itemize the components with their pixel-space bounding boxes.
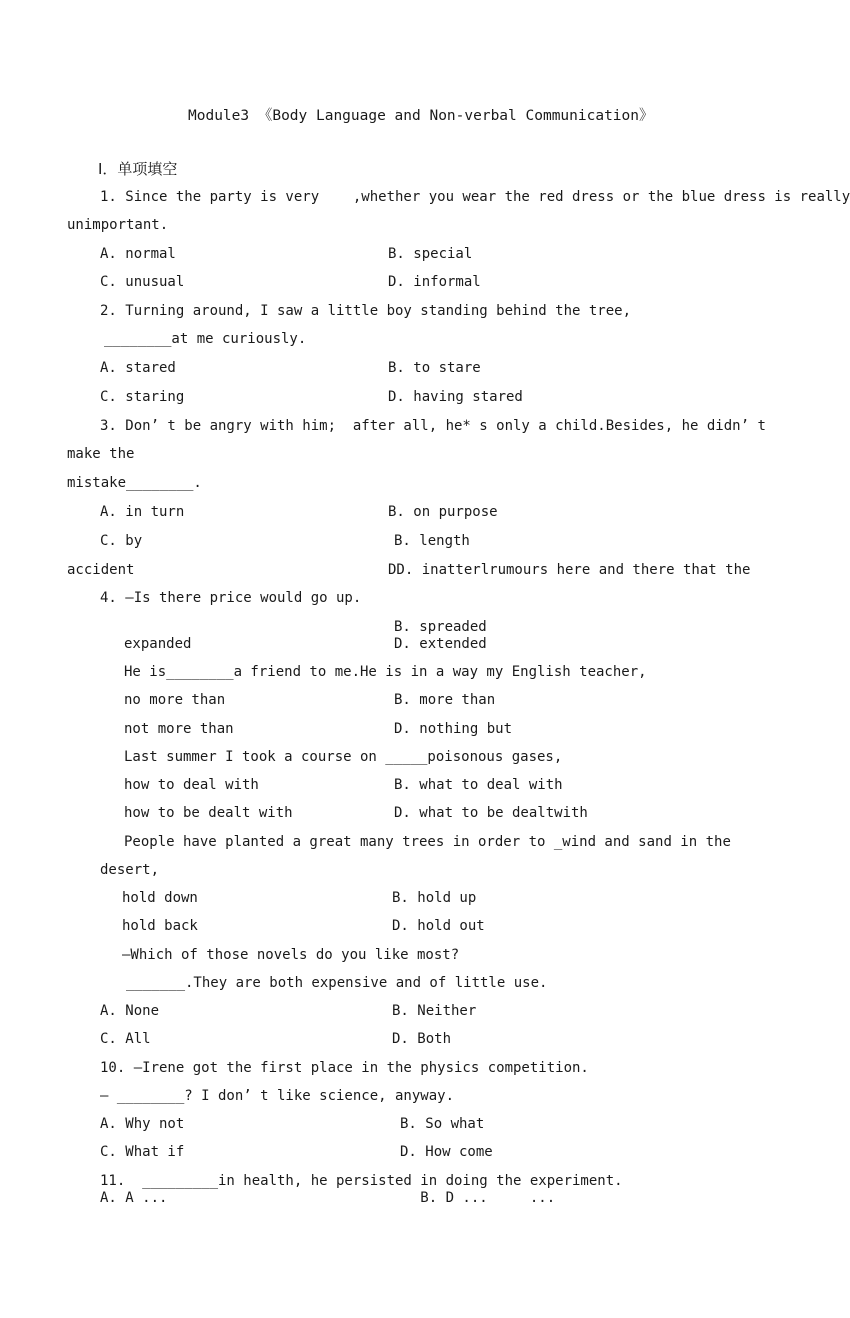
question-10-option-a: A. Why not (100, 1116, 185, 1132)
question-6-line-1: Last summer I took a course on _____poisonous gases, (124, 749, 563, 765)
section-heading: Ⅰ．单项填空 (98, 160, 178, 178)
question-4-option-b: B. spreaded (394, 619, 487, 635)
question-3-option-b-length: B. length (394, 533, 470, 549)
question-5-line-1: He is________a friend to me.He is in a way my English teacher, (124, 664, 647, 680)
question-1-option-d: D. informal (388, 274, 481, 290)
question-4-option-d: D. extended (394, 636, 487, 652)
question-4-line-1: 4. —Is there price would go up. (100, 590, 362, 606)
question-11-line-1: 11. _________in health, he persisted in doing the experiment. (100, 1173, 623, 1189)
question-10-option-d: D. How come (400, 1144, 493, 1160)
question-3-line-3: mistake________. (67, 475, 202, 491)
question-2-option-d: D. having stared (388, 389, 523, 405)
question-10-line-2: — ________? I don’ t like science, anyway. (100, 1088, 455, 1104)
question-2-option-a: A. stared (100, 360, 176, 376)
question-7-option-d: D. hold out (392, 918, 485, 934)
question-1-option-b: B. special (388, 246, 473, 262)
question-3-overlap-line: DD. inatterlrumours here and there that the (388, 562, 751, 578)
question-7-line-2: desert, (100, 862, 160, 878)
question-8-option-a: A. None (100, 1003, 160, 1019)
question-11-options-cut: A. A ... B. D ... ... (100, 1190, 556, 1206)
question-2-line-1: 2. Turning around, I saw a little boy standing behind the tree, (100, 303, 632, 319)
question-2-option-b: B. to stare (388, 360, 481, 376)
question-5-option-d: D. nothing but (394, 721, 513, 737)
question-3-option-a: A. in turn (100, 504, 185, 520)
question-2-option-c: C. staring (100, 389, 185, 405)
question-8-option-d: D. Both (392, 1031, 452, 1047)
question-8-line-1: —Which of those novels do you like most? (122, 947, 460, 963)
question-3-option-c: C. by (100, 533, 143, 549)
page-title: Module3 《Body Language and Non-verbal Communication》 (188, 108, 654, 124)
question-3-line-2: make the (67, 446, 135, 462)
question-7-option-b: B. hold up (392, 890, 477, 906)
question-10-option-b: B. So what (400, 1116, 485, 1132)
question-1-option-c: C. unusual (100, 274, 185, 290)
cut-off-line (60, 1190, 760, 1208)
question-6-option-b: B. what to deal with (394, 777, 563, 793)
question-6-option-a: how to deal with (124, 777, 259, 793)
question-7-option-c: hold back (122, 918, 198, 934)
question-10-line-1: 10. —Irene got the first place in the physics competition. (100, 1060, 589, 1076)
question-3-line-1: 3. Don’ t be angry with him; after all, he* s only a child.Besides, he didn’ t (100, 418, 766, 434)
question-6-option-c: how to be dealt with (124, 805, 293, 821)
question-2-line-2: ________at me curiously. (104, 331, 307, 347)
question-5-option-a: no more than (124, 692, 226, 708)
question-7-option-a: hold down (122, 890, 198, 906)
question-8-line-2: _______.They are both expensive and of little use. (126, 975, 548, 991)
question-3-option-b: B. on purpose (388, 504, 498, 520)
question-6-option-d: D. what to be dealtwith (394, 805, 588, 821)
question-4-option-a: expanded (124, 636, 192, 652)
question-3-accident: accident (67, 562, 135, 578)
question-1-line-2: unimportant. (67, 217, 169, 233)
question-5-option-c: not more than (124, 721, 234, 737)
question-1-line-1: 1. Since the party is very ,whether you wear the red dress or the blue dress is really (100, 189, 850, 205)
question-10-option-c: C. What if (100, 1144, 185, 1160)
question-8-option-c: C. All (100, 1031, 151, 1047)
question-7-line-1: People have planted a great many trees in order to _wind and sand in the (124, 834, 731, 850)
question-1-option-a: A. normal (100, 246, 176, 262)
question-5-option-b: B. more than (394, 692, 496, 708)
question-8-option-b: B. Neither (392, 1003, 477, 1019)
